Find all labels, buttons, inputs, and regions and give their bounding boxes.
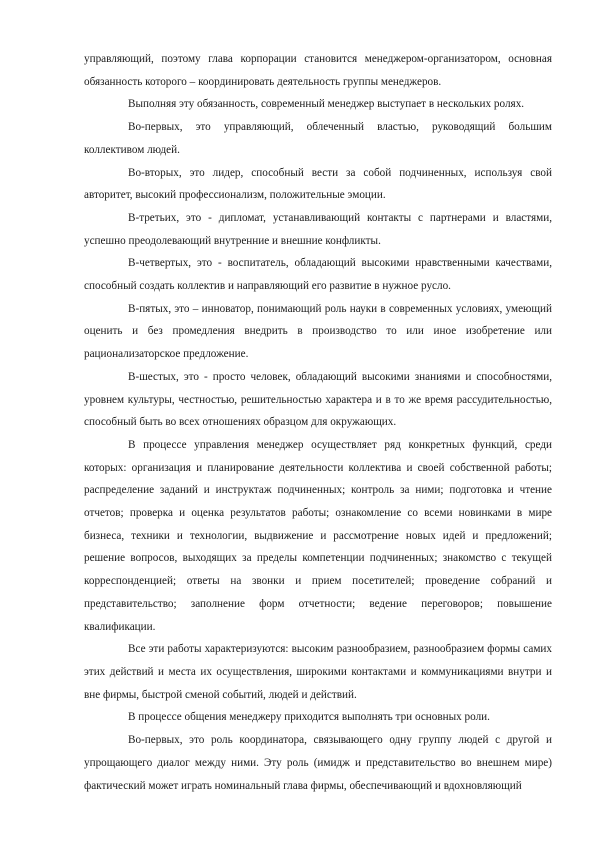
paragraph-role-5: В-пятых, это – инноватор, понимающий роль науки в современных условиях, умеющий оценить и без промедления внедрить в производство то или иное изобретение или рационализаторское предложение. — [84, 302, 552, 361]
paragraph-communication-roles: В процессе общения менеджеру приходится выполнять три основных роли. — [128, 711, 490, 724]
paragraph-role-6: В-шестых, это - просто человек, обладающий высокими знаниями и способностями, уровнем культуры, честностью, решительностью характера и в то же время рассудительностью, способный быть во всех отношениях образцом для окружающих. — [84, 370, 552, 429]
paragraph-functions: В процессе управления менеджер осуществляет ряд конкретных функций, среди которых: организация и планирование деятельности коллектива и своей собственной работы; распределение заданий и инструктаж подчиненных; контроль за ними; подготовка и чтение отчетов; проверка и оценка результатов работы; ознакомление со всеми новинками в мире бизнеса, техники и технологии, выдвижение и рассмотрение новых идей и предложений; решение вопросов, выходящих за пределы компетенции подчиненных; знакомство с текущей корреспонденцией; ответы на звонки и прием посетителей; проведение собраний и представительство; заполнение форм отчетности; ведение переговоров; повышение квалификации. — [84, 438, 552, 633]
paragraph-role-2: Во-вторых, это лидер, способный вести за собой подчиненных, используя свой авторитет, высокий профессионализм, положительные эмоции. — [84, 166, 552, 202]
paragraph-roles-intro: Выполняя эту обязанность, современный менеджер выступает в нескольких ролях. — [128, 98, 525, 111]
paragraph-coordinator-role: Во-первых, это роль координатора, связывающего одну группу людей с другой и упрощающего диалог между ними. Эту роль (имидж и представительство во внешнем мире) фактический может играть номинальный глава фирмы, обеспечивающий и вдохновляющий — [84, 734, 552, 792]
document-page — [84, 48, 552, 797]
paragraph-role-4: В-четвертых, это - воспитатель, обладающий высокими нравственными качествами, способный создать коллектив и направляющий его развитие в нужное русло. — [84, 257, 552, 293]
paragraph-role-3: В-третьих, это - дипломат, устанавливающий контакты с партнерами и властями, успешно преодолевающий внутренние и внешние конфликты. — [84, 211, 552, 247]
paragraph-role-1: Во-первых, это управляющий, облеченный властью, руководящий большим коллективом людей. — [84, 121, 552, 156]
paragraph-continuation: управляющий, поэтому глава корпорации становится менеджером-организатором, основная обязанность которого – координировать деятельность группы менеджеров. — [84, 53, 552, 88]
paragraph-characteristics: Все эти работы характеризуются: высоким разнообразием, разнообразием формы самих этих действий и места их осуществления, широкими контактами и коммуникациями внутри и вне фирмы, быстрой сменой событий, людей и действий. — [84, 643, 552, 701]
